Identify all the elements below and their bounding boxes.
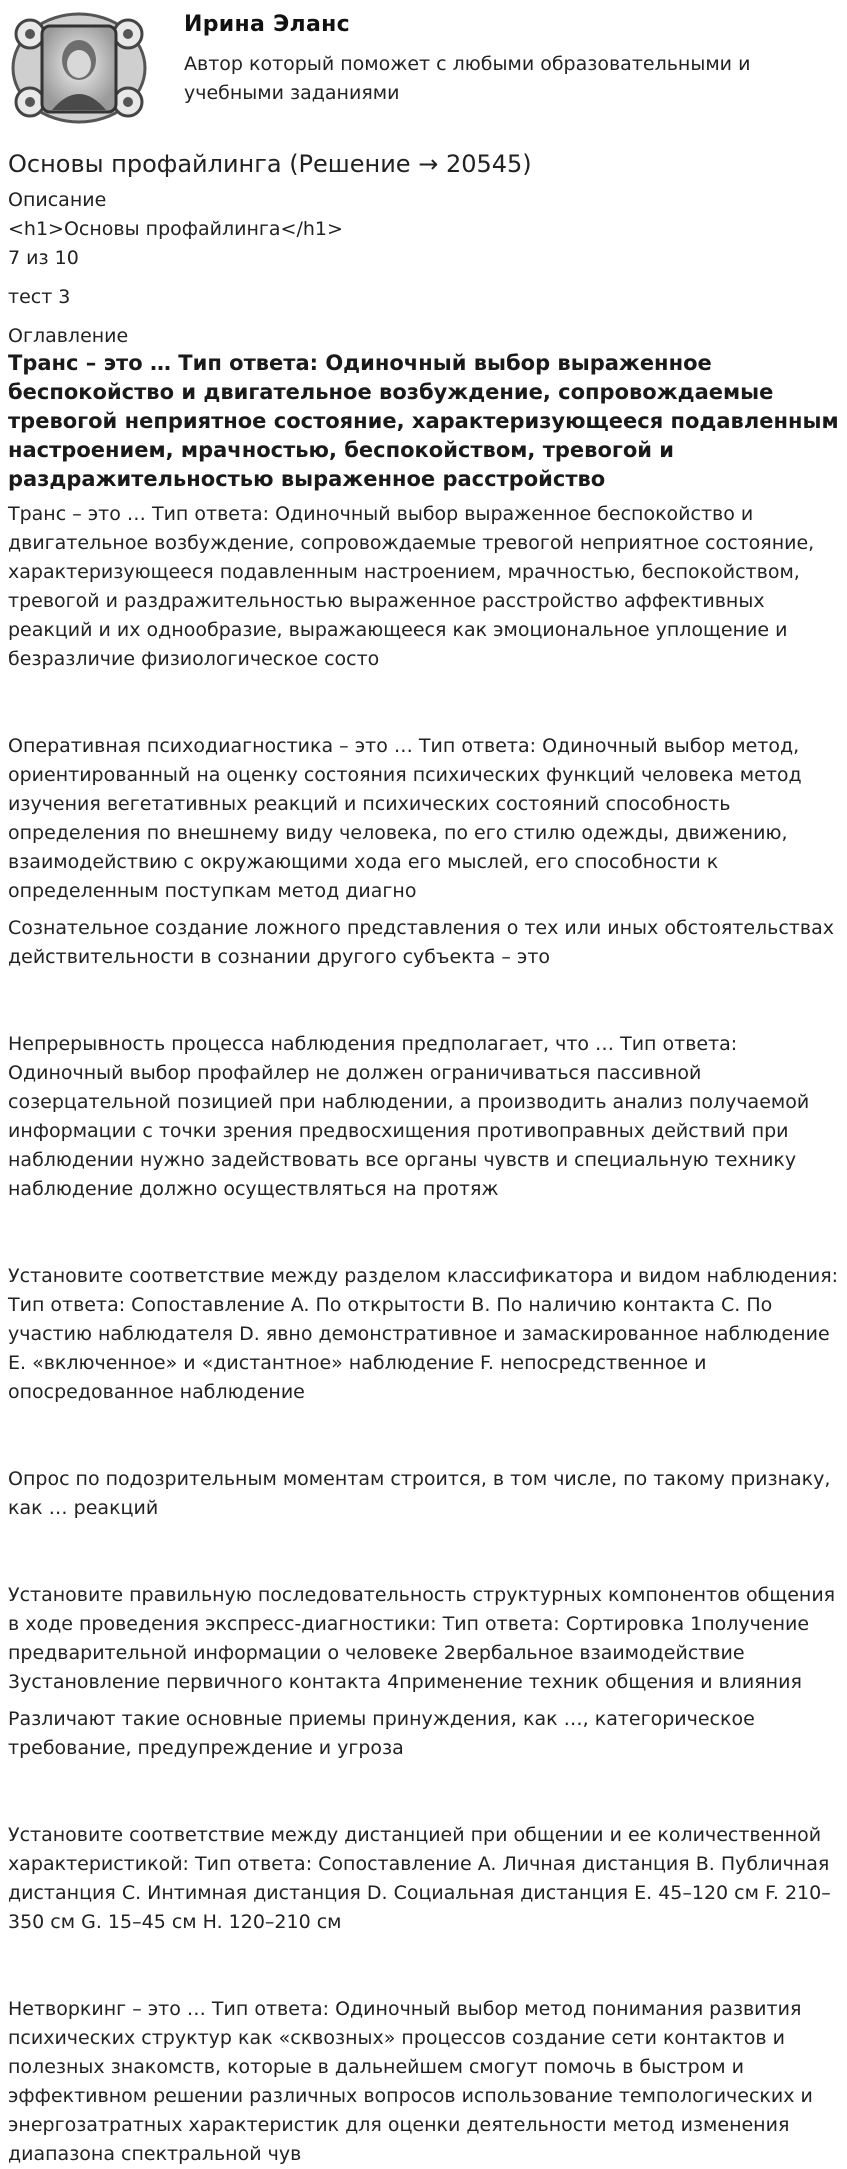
question-paragraph: Сознательное создание ложного представления о тех или иных обстоятельствах действительности в сознании другого субъекта – это xyxy=(8,917,834,968)
toc-heading: Транс – это … Тип ответа: Одиночный выбор выраженное беспокойство и двигательное возбуждение, сопровождаемые тревогой неприятное состояние, характеризующееся подавленным настроением, мрачностью, беспокойством, тревогой и раздражительностью выраженное расстройство xyxy=(8,351,839,491)
author-card xyxy=(0,0,847,140)
question-paragraph: Непрерывность процесса наблюдения предполагает, что … Тип ответа: Одиночный выбор профайлер не должен ограничиваться пассивной созерцательной позицией при наблюдении, а производить анализ получаемой информации с точки зрения предвосхищения противоправных действий при наблюдении нужно задействовать все органы чувств и специальную технику наблюдение должно осуществляться на протяж xyxy=(8,1033,810,1200)
question-paragraph: Опрос по подозрительным моментам строится, в том числе, по такому признаку, как … реакций xyxy=(8,1468,831,1519)
question-paragraph: Оперативная психодиагностика – это … Тип ответа: Одиночный выбор метод, ориентированный на оценку состояния психических функций человека метод изучения вегетативных реакций и психических состояний способность определения по внешнему виду человека, по его стилю одежды, движению, взаимодействию с окружающими хода его мыслей, его способности к определенным поступкам метод диагно xyxy=(8,735,802,902)
question-paragraph: Установите правильную последовательность структурных компонентов общения в ходе проведения экспресс-диагностики: Тип ответа: Сортировка 1получение предварительной информации о человеке 2вербальное взаимодействие 3установление первичного контакта 4применение техник общения и влияния xyxy=(8,1584,836,1693)
description-label: Описание xyxy=(8,189,107,211)
progress-text: 7 из 10 xyxy=(8,247,79,269)
test-label: тест 3 xyxy=(8,286,71,308)
post-title: Основы профайлинга (Решение → 20545) xyxy=(8,150,532,178)
toc-label: Оглавление xyxy=(8,325,129,347)
question-paragraph: Различают такие основные приемы принуждения, как …, категорическое требование, предупреждение и угроза xyxy=(8,1708,755,1759)
author-avatar[interactable] xyxy=(8,8,150,128)
question-paragraph: Установите соответствие между разделом классификатора и видом наблюдения: Тип ответа: Сопоставление A. По открытости B. По наличию контакта C. По участию наблюдателя D. явно демонстративное и замаскированное наблюдение E. «включенное» и «дистантное» наблюдение F. непосредственное и опосредованное наблюдение xyxy=(8,1265,839,1403)
raw-heading-text: <h1>Основы профайлинга</h1> xyxy=(8,218,343,240)
author-description: Автор который поможет с любыми образовательными и учебными заданиями xyxy=(184,53,751,104)
author-name[interactable]: Ирина Эланс xyxy=(184,12,350,37)
question-paragraph: Установите соответствие между дистанцией при общении и ее количественной характеристикой: Тип ответа: Сопоставление A. Личная дистанция B. Публичная дистанция C. Интимная дистанция D. Социальная дистанция E. 45–120 см F. 210–350 см G. 15–45 см H. 120–210 см xyxy=(8,1824,831,1933)
question-paragraph: Нетворкинг – это … Тип ответа: Одиночный выбор метод понимания развития психических структур как «сквозных» процессов создание сети контактов и полезных знакомств, которые в дальнейшем смогут помочь в быстром и эффективном решении различных вопросов использование темпологических и энергозатратных характеристик для оценки деятельности метод изменения диапазона спектральной чув xyxy=(8,1998,813,2165)
question-paragraph: Транс – это … Тип ответа: Одиночный выбор выраженное беспокойство и двигательное возбуждение, сопровождаемые тревогой неприятное состояние, характеризующееся подавленным настроением, мрачностью, беспокойством, тревогой и раздражительностью выраженное расстройство аффективных реакций и их однообразие, выражающееся как эмоциональное уплощение и безразличие физиологическое состо xyxy=(8,503,815,670)
post-content xyxy=(8,148,840,2169)
